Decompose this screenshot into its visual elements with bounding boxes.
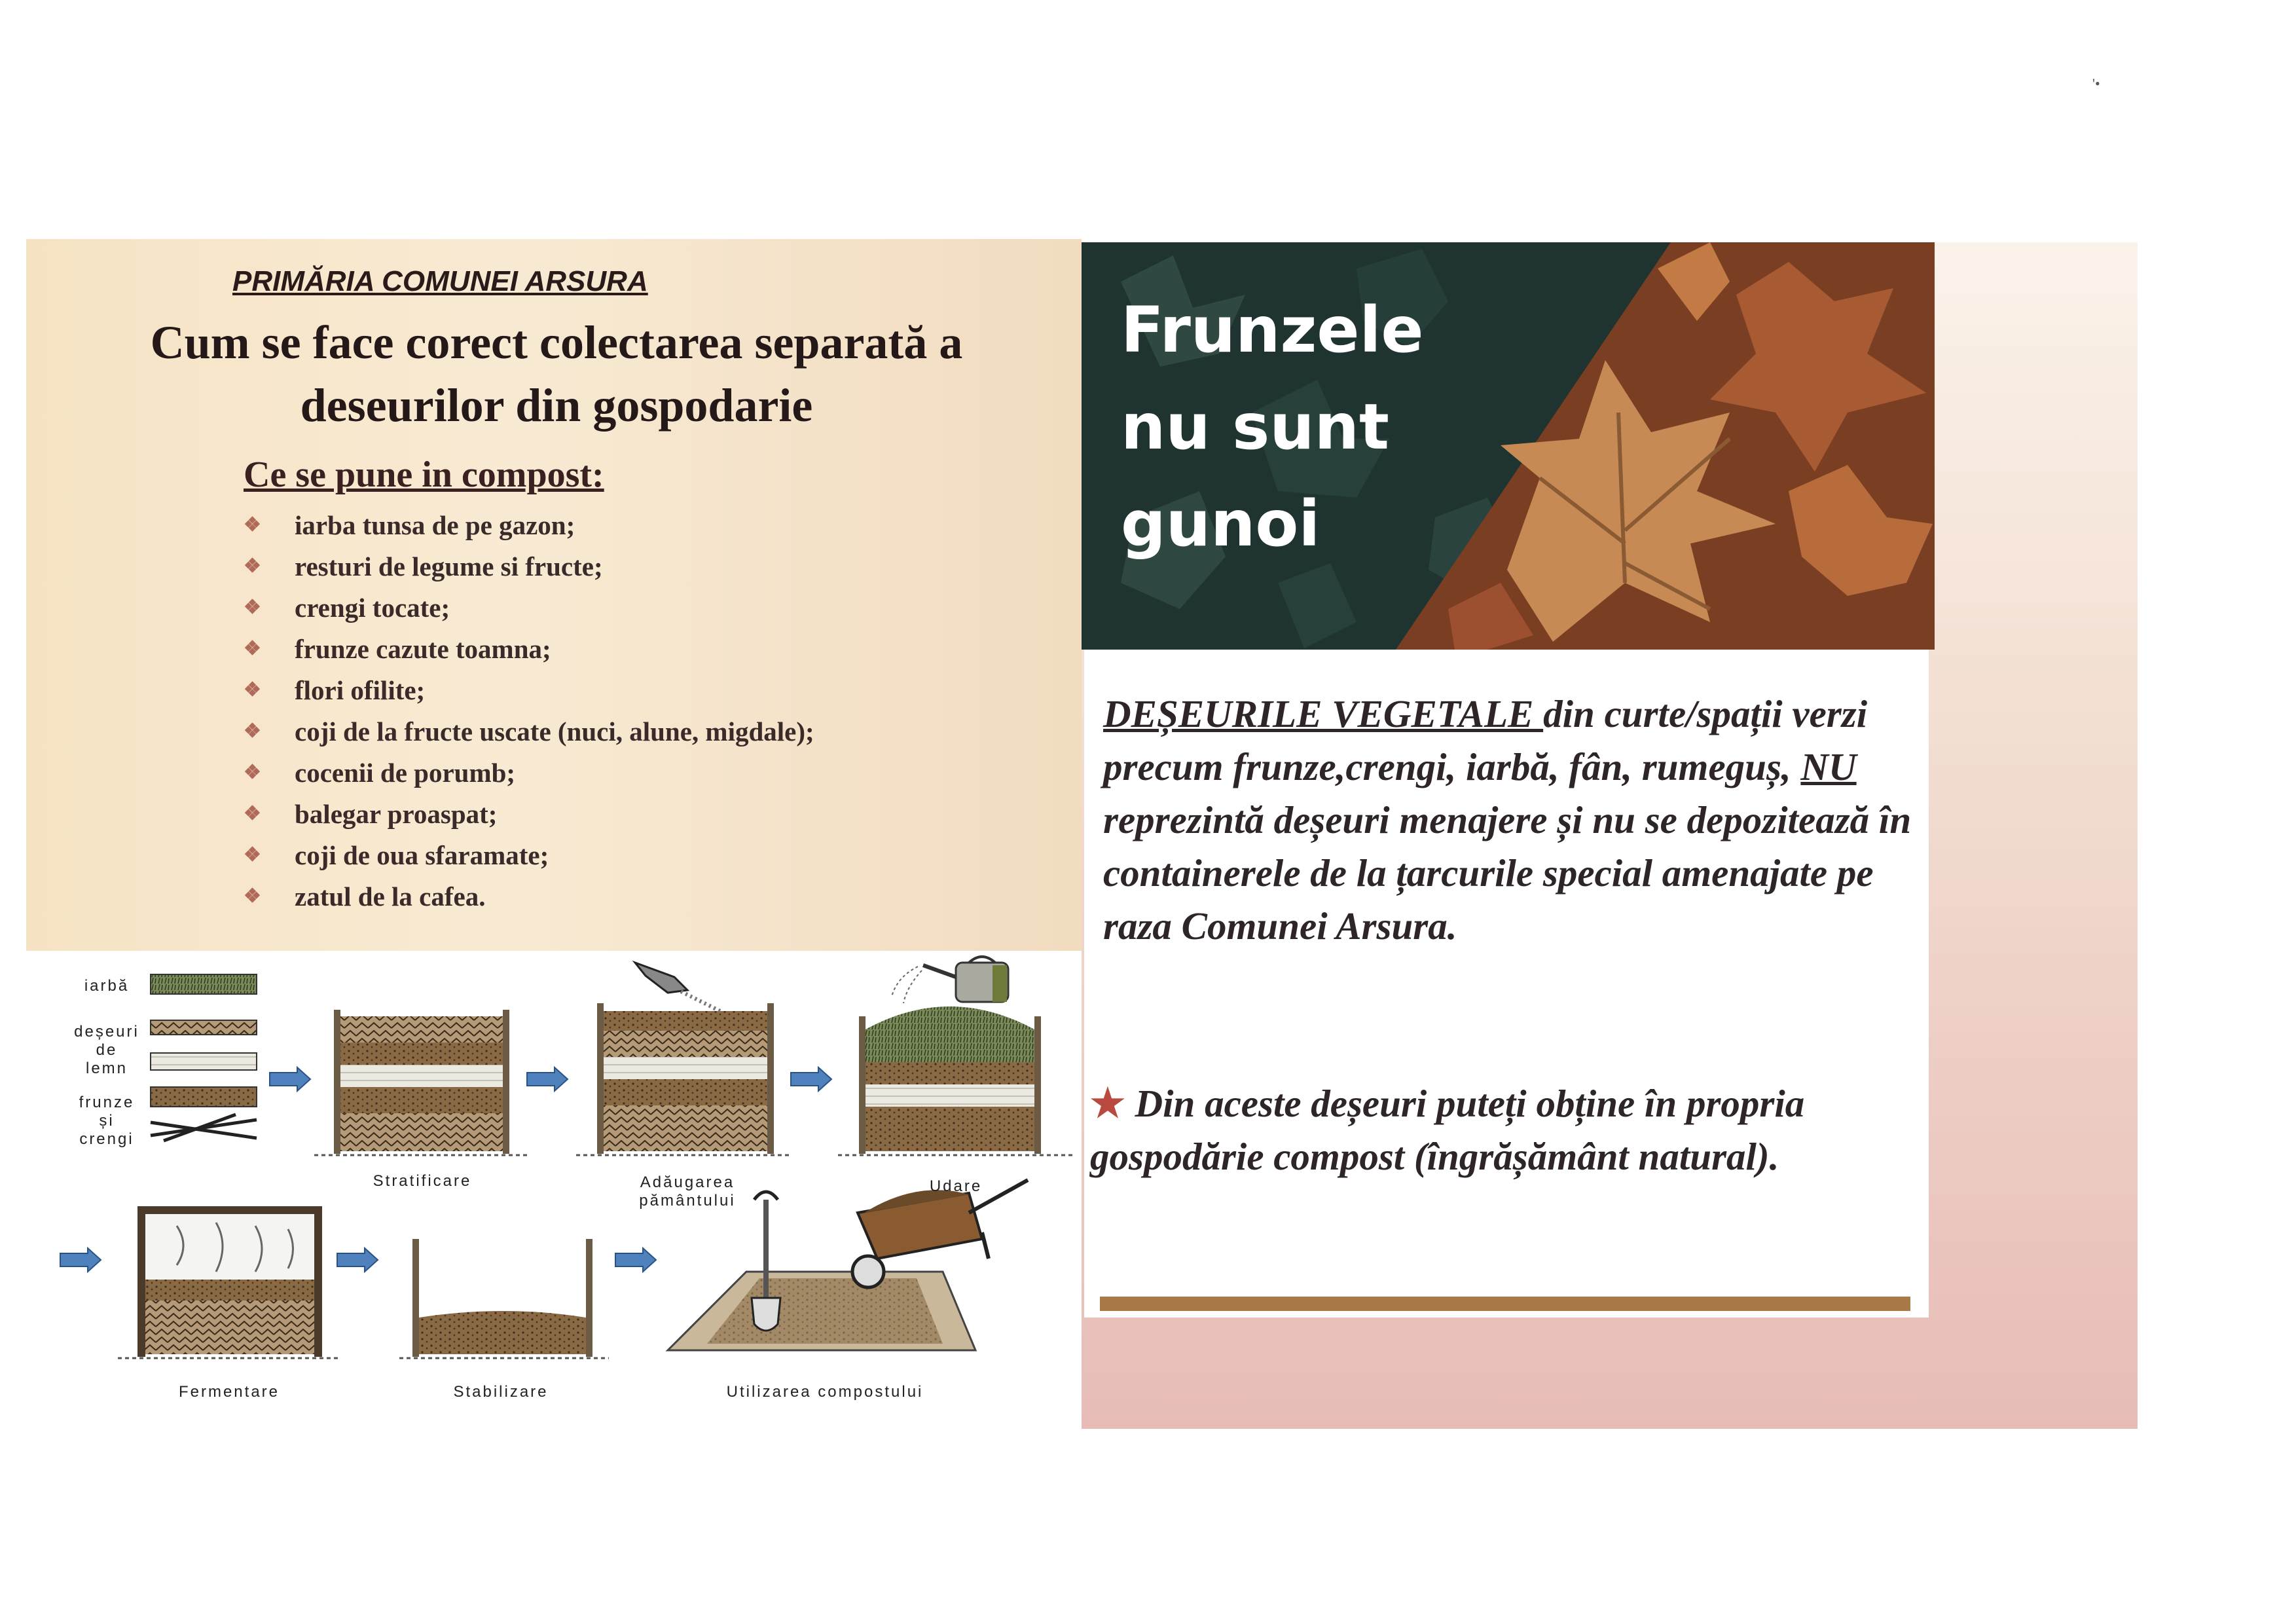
wood-sample-icon (151, 1020, 257, 1035)
note-text: Din aceste deșeuri puteți obține în propria gospodărie compost (îngrășământ natural). (1090, 1082, 1805, 1178)
list-item (244, 628, 814, 669)
banner-line-3: gunoi (1121, 487, 1321, 561)
list-item-text: zatul de la cafea. (295, 881, 486, 912)
divider-bar (1100, 1297, 1910, 1311)
label-fermentare: Fermentare (178, 1383, 280, 1401)
vegetal-waste-paragraph (1103, 688, 1922, 953)
watered-compost-bin (838, 957, 1074, 1155)
layered-compost-bin (314, 1010, 530, 1155)
arrow-right-icon (60, 1248, 101, 1272)
label-deseuri-lemn (64, 1023, 149, 1078)
diamond-bullet-icon: ❖ (244, 514, 261, 536)
label-line: lemn (85, 1060, 128, 1077)
list-item (244, 793, 814, 834)
list-item-text: balegar proaspat; (295, 798, 498, 829)
watering-can-icon (923, 957, 1008, 1002)
list-item-text: coji de oua sfaramate; (295, 840, 549, 870)
trowel-icon (635, 963, 687, 993)
compost-list (244, 504, 814, 917)
label-udare: Udare (929, 1177, 983, 1195)
list-item (244, 876, 814, 917)
fermenting-compost-bin (118, 1206, 340, 1358)
diamond-bullet-icon: ❖ (244, 803, 261, 824)
leaves-sample-icon (151, 1087, 257, 1107)
arrow-right-icon (527, 1067, 568, 1091)
title-line-2: deseurilor din gospodarie (300, 379, 813, 432)
label-iarba (64, 977, 149, 995)
banner-line-2: nu sunt (1121, 390, 1389, 464)
diamond-bullet-icon: ❖ (244, 555, 261, 577)
title-line-1: Cum se face corect colectarea separată a (150, 316, 963, 369)
paragraph-text: reprezintă deșeuri menajere și nu se depozitează în containerele de la țarcurile special amenajate pe raza Comunei Arsura. (1103, 798, 1912, 948)
diamond-bullet-icon: ❖ (244, 885, 261, 907)
compost-note (1090, 1077, 1935, 1183)
page-title (46, 311, 1067, 437)
soil-added-compost-bin (576, 963, 792, 1155)
list-item-text: iarba tunsa de pe gazon; (295, 509, 575, 540)
grass-sample-icon (151, 974, 257, 994)
arrow-right-icon (337, 1248, 378, 1272)
diamond-bullet-icon: ❖ (244, 720, 261, 742)
banner-line-1: Frunzele (1121, 293, 1424, 367)
label-adaugarea (602, 1173, 773, 1210)
compost-heading: Ce se pune in compost: (244, 454, 604, 495)
arrow-right-icon (791, 1067, 831, 1091)
label-stabilizare: Stabilizare (453, 1383, 549, 1401)
diamond-bullet-icon: ❖ (244, 762, 261, 783)
arrow-right-icon (270, 1067, 310, 1091)
list-item (244, 834, 814, 876)
label-frunze-crengi (64, 1094, 149, 1149)
list-item-text: resturi de legume si fructe; (295, 551, 603, 581)
shovel-icon (752, 1192, 780, 1331)
star-icon: ★ (1090, 1082, 1125, 1125)
list-item-text: frunze cazute toamna; (295, 633, 551, 664)
list-item-text: crengi tocate; (295, 592, 450, 623)
list-item-text: cocenii de porumb; (295, 757, 516, 788)
org-title: PRIMĂRIA COMUNEI ARSURA (232, 265, 648, 297)
diamond-bullet-icon: ❖ (244, 844, 261, 866)
nu-emphasis: NU (1800, 745, 1857, 788)
list-item-text: flori ofilite; (295, 674, 426, 705)
list-item-text: coji de la fructe uscate (nuci, alune, migdale); (295, 716, 814, 747)
label-line: frunze (79, 1094, 135, 1111)
label-utilizarea: Utilizarea compostului (726, 1383, 924, 1401)
branches-sample-icon (151, 1115, 257, 1141)
label-line: pământului (639, 1192, 736, 1209)
list-item (244, 587, 814, 628)
list-item (244, 504, 814, 545)
diamond-bullet-icon: ❖ (244, 679, 261, 701)
label-line: Adăugarea (640, 1173, 735, 1191)
paragraph-text: din curte/spații verzi precum frunze,crengi, iarbă, fân, rumeguș, (1103, 692, 1868, 788)
list-item (244, 545, 814, 587)
label-line: crengi (79, 1130, 134, 1148)
label-line: și (99, 1112, 115, 1130)
list-item (244, 669, 814, 710)
highlight-term: DEȘEURILE VEGETALE (1103, 692, 1544, 735)
list-item (244, 752, 814, 793)
diamond-bullet-icon: ❖ (244, 638, 261, 659)
paper-sample-icon (151, 1053, 257, 1070)
arrow-right-icon (615, 1248, 656, 1272)
label-line: de (96, 1041, 118, 1059)
label-stratificare: Stratificare (373, 1172, 472, 1190)
corner-mark: '• (2092, 75, 2100, 92)
label-line: iarbă (84, 977, 130, 995)
stable-compost-bin (399, 1239, 609, 1358)
compost-process-diagram (26, 951, 1082, 1422)
list-item (244, 710, 814, 752)
banner-title (1121, 282, 1461, 572)
diamond-bullet-icon: ❖ (244, 597, 261, 618)
label-line: deșeuri (74, 1023, 139, 1041)
